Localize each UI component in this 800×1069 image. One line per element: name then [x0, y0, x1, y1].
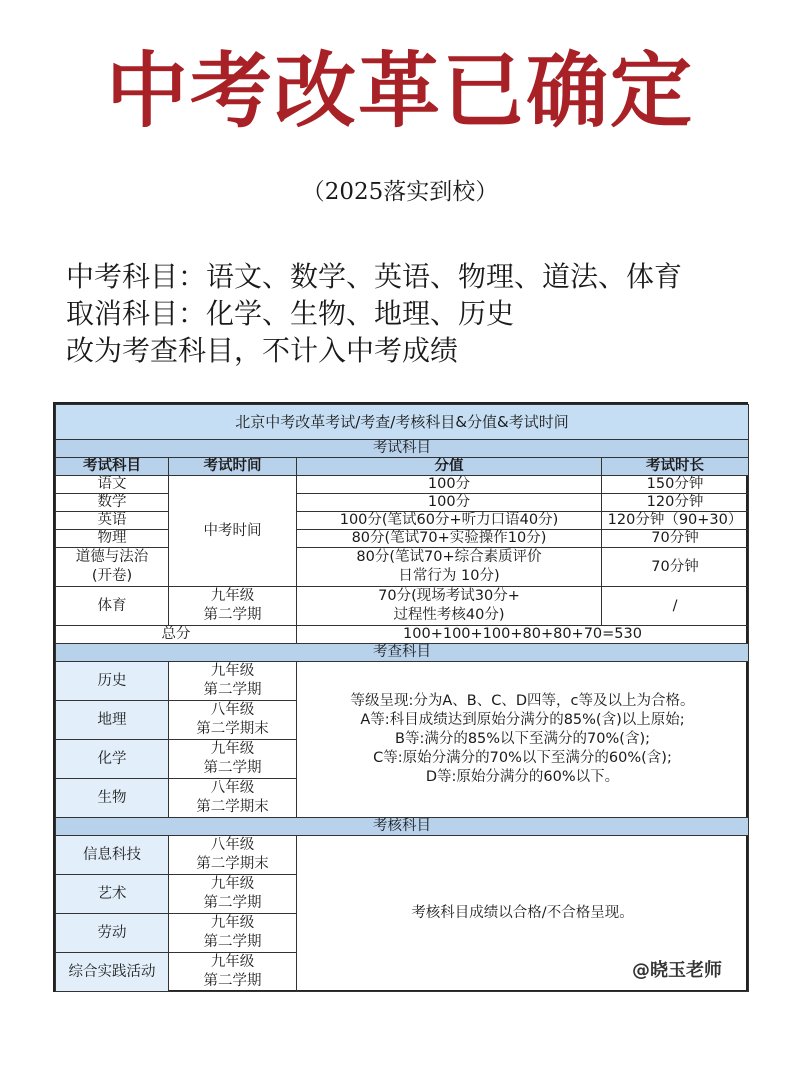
score-line: 80分(笔试70+综合素质评价 — [356, 549, 542, 565]
subject-cell: 生物 — [56, 779, 169, 818]
subject-cell: 英语 — [56, 512, 169, 530]
total-label: 总分 — [56, 626, 297, 644]
section-check-header: 考查科目 — [56, 644, 749, 662]
subject-cell: 劳动 — [56, 914, 169, 953]
page-title: 中考改革已确定 — [105, 44, 694, 139]
time-line: 八年级 — [210, 780, 255, 796]
time-line: 九年级 — [210, 915, 255, 931]
duration-cell: 70分钟 — [602, 548, 749, 587]
score-cell: 80分(笔试70+实验操作10分) — [297, 530, 602, 548]
time-line: 第二学期 — [203, 973, 262, 989]
desc-line: B等:满分的85%以下至满分的70%(含); — [395, 731, 650, 747]
section-exam-header: 考试科目 — [56, 440, 749, 458]
section-assess-header: 考核科目 — [56, 818, 749, 836]
time-line: 第二学期 — [203, 682, 262, 698]
score-cell: 100分(笔试60分+听力口语40分) — [297, 512, 602, 530]
subject-cell: 数学 — [56, 494, 169, 512]
time-line: 九年级 — [210, 876, 255, 892]
subject-cell: 化学 — [56, 740, 169, 779]
col-header-duration: 考试时长 — [602, 458, 749, 476]
col-header-subject: 考试科目 — [56, 458, 169, 476]
subject-cell: 语文 — [56, 476, 169, 494]
author-watermark: @晓玉老师 — [632, 960, 722, 981]
intro-line-exam-subjects: 中考科目：语文、数学、英语、物理、道法、体育 — [66, 260, 683, 293]
time-line: 第二学期 — [203, 607, 262, 623]
table-row — [56, 494, 749, 512]
exam-time-cell — [169, 587, 297, 626]
score-cell — [297, 587, 602, 626]
duration-cell: 120分钟（90+30） — [602, 512, 749, 530]
desc-line: D等:原始分满分的60%以下。 — [425, 769, 620, 785]
desc-line: 等级呈现:分为A、B、C、D四等，c等及以上为合格。 — [350, 693, 695, 709]
duration-cell: 120分钟 — [602, 494, 749, 512]
exam-time-cell: 中考时间 — [169, 476, 297, 587]
table-row — [56, 476, 749, 494]
time-line: 第二学期末 — [196, 799, 269, 815]
duration-cell: 150分钟 — [602, 476, 749, 494]
desc-line: C等:原始分满分的70%以下至满分的60%(含); — [373, 750, 672, 766]
time-cell — [169, 914, 297, 953]
score-cell: 100分 — [297, 476, 602, 494]
duration-cell: 70分钟 — [602, 530, 749, 548]
desc-line: A等:科目成绩达到原始分满分的85%(含)以上原始; — [360, 712, 685, 728]
subject-cell: 体育 — [56, 587, 169, 626]
table-row — [56, 836, 749, 875]
col-header-time: 考试时间 — [169, 458, 297, 476]
time-line: 第二学期 — [203, 934, 262, 950]
score-cell: 100分 — [297, 494, 602, 512]
subject-cell — [56, 548, 169, 587]
time-line: 八年级 — [210, 702, 255, 718]
table-row — [56, 548, 749, 587]
check-description — [297, 662, 749, 818]
col-header-score: 分值 — [297, 458, 602, 476]
score-line: 70分(现场考试30分+ — [378, 588, 520, 604]
subject-cell: 地理 — [56, 701, 169, 740]
time-cell — [169, 875, 297, 914]
time-line: 八年级 — [210, 837, 255, 853]
time-line: 九年级 — [210, 741, 255, 757]
subject-cell: 物理 — [56, 530, 169, 548]
time-cell — [169, 779, 297, 818]
intro-text — [66, 258, 766, 369]
subject-line: 道德与法治 — [75, 549, 149, 565]
time-cell — [169, 953, 297, 992]
time-line: 九年级 — [210, 954, 255, 970]
time-line: 九年级 — [210, 663, 255, 679]
time-line: 第二学期 — [203, 895, 262, 911]
time-cell — [169, 701, 297, 740]
score-cell — [297, 548, 602, 587]
subjects-table — [53, 402, 748, 992]
assess-description: 考核科目成绩以合格/不合格呈现。 — [297, 836, 749, 992]
intro-line-note: 改为考查科目，不计入中考成绩 — [66, 334, 459, 367]
time-cell — [169, 662, 297, 701]
table-row — [56, 530, 749, 548]
subtitle: （2025落实到校） — [301, 179, 499, 205]
subject-cell: 综合实践活动 — [56, 953, 169, 992]
table-caption: 北京中考改革考试/考查/考核科目&分值&考试时间 — [56, 405, 749, 440]
subject-line: (开卷) — [91, 568, 133, 584]
table-row — [56, 512, 749, 530]
time-line: 第二学期 — [203, 760, 262, 776]
table-row — [56, 587, 749, 626]
time-line: 九年级 — [210, 588, 255, 604]
time-cell — [169, 836, 297, 875]
subject-cell: 历史 — [56, 662, 169, 701]
subject-cell: 信息科技 — [56, 836, 169, 875]
total-row — [56, 626, 749, 644]
subject-cell: 艺术 — [56, 875, 169, 914]
table-row — [56, 662, 749, 701]
score-line: 过程性考核40分) — [393, 607, 505, 623]
intro-line-cancelled-subjects: 取消科目：化学、生物、地理、历史 — [66, 297, 515, 330]
score-line: 日常行为 10分) — [398, 568, 500, 584]
time-line: 第二学期末 — [196, 856, 269, 872]
total-value: 100+100+100+80+80+70=530 — [297, 626, 749, 644]
duration-cell: / — [602, 587, 749, 626]
time-line: 第二学期末 — [196, 721, 269, 737]
time-cell — [169, 740, 297, 779]
